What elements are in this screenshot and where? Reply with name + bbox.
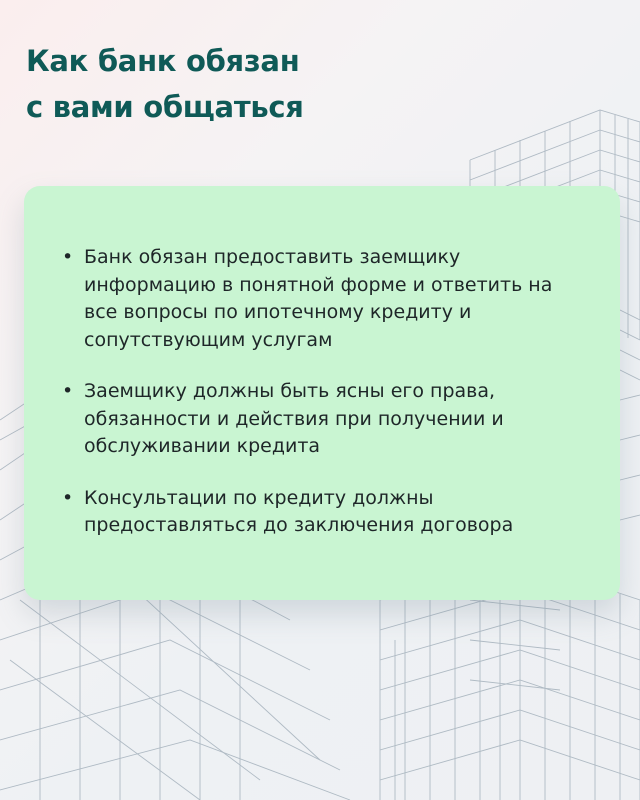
page-title-line-2: с вами общаться (26, 90, 304, 124)
page-title-line-1: Как банк обязан (26, 44, 300, 78)
bullet-icon: • (62, 246, 74, 268)
list-item (62, 244, 582, 354)
bullet-icon: • (62, 486, 74, 509)
list-item-text: Консультации по кредиту должны предоставляться до заключения договора (84, 486, 514, 536)
info-card (24, 186, 620, 600)
bullet-icon: • (62, 380, 74, 402)
list-item-text: Банк обязан предоставить заемщику информацию в понятной форме и ответить на все вопросы по ипотечному кредиту и сопутствующим услугам (84, 246, 553, 351)
list-item (62, 485, 582, 540)
list-item (62, 378, 582, 461)
page-title (26, 38, 586, 130)
list-item-text: Заемщику должны быть ясны его права, обязанности и действия при получении и обслуживании кредита (84, 380, 504, 457)
rules-list (62, 244, 582, 540)
